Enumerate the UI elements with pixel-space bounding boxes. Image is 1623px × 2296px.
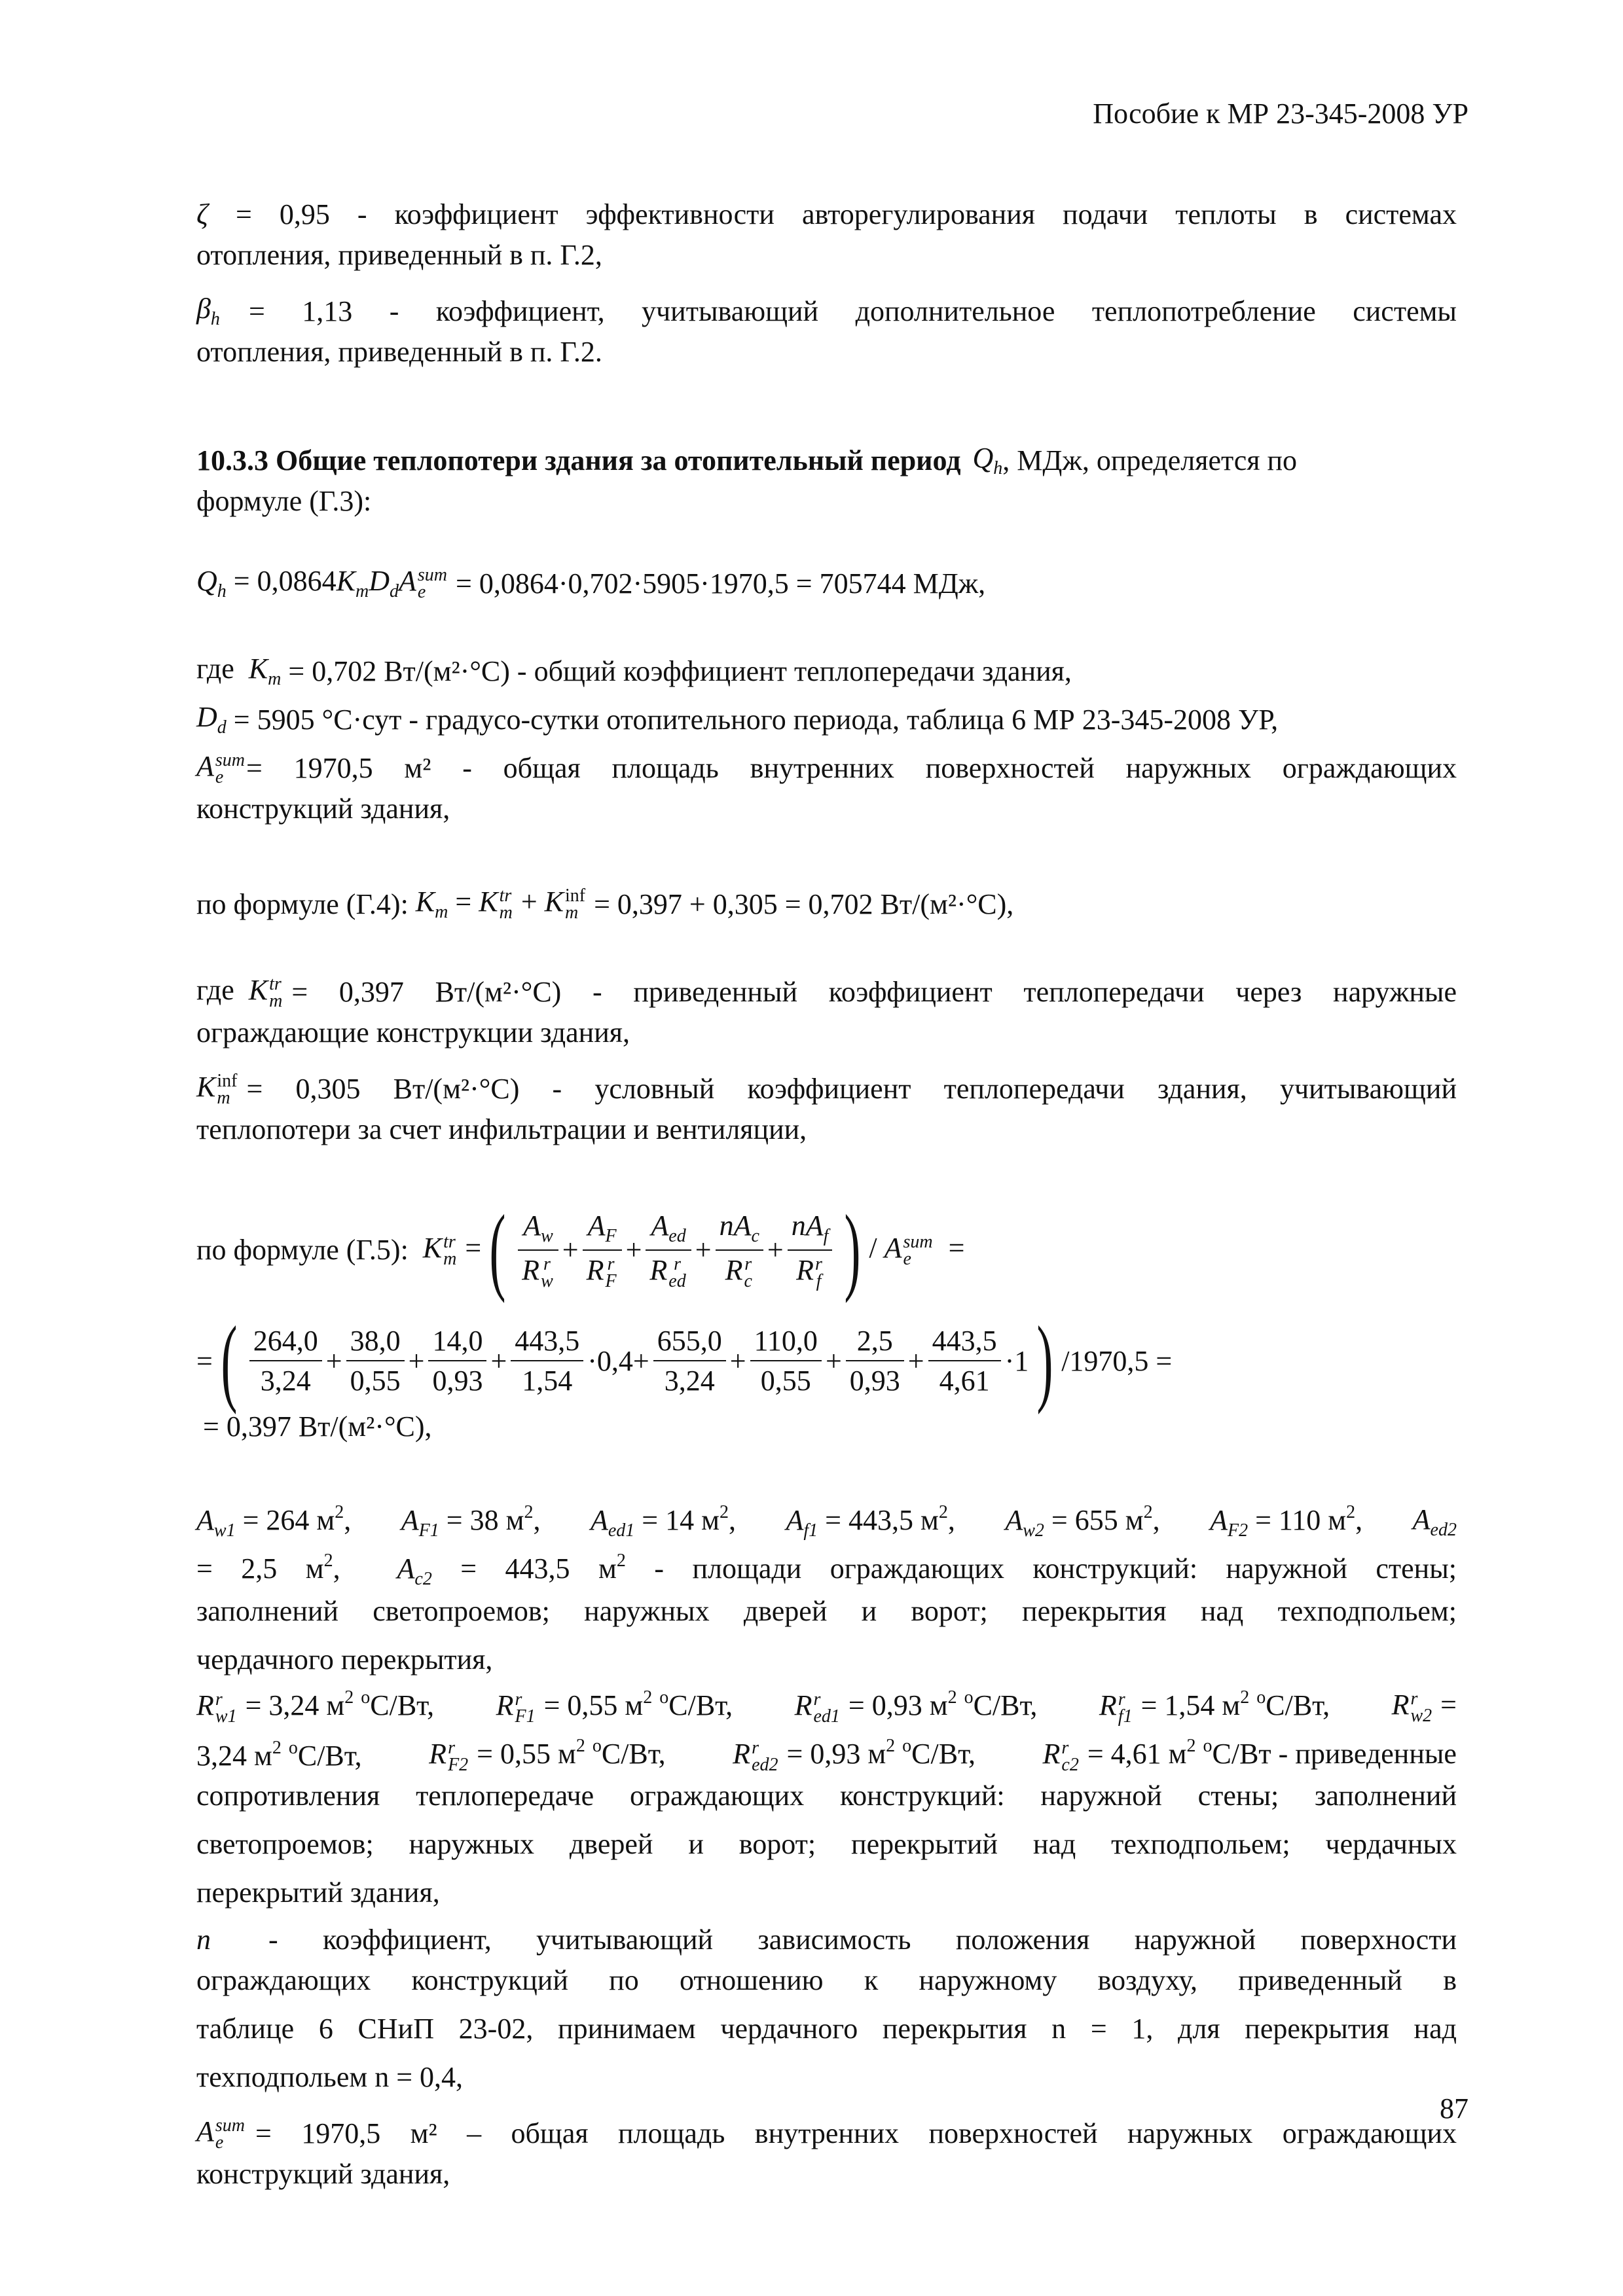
- text-line: по формуле (Г.4):: [196, 888, 409, 920]
- formula-tail: /1970,5 =: [1061, 1344, 1173, 1377]
- text-line: техподпольем n = 0,4,: [196, 2061, 464, 2093]
- dd-line: $D_d$ = 5905 °С·сут - градусо-сутки отопительного периода, таблица 6 МР 23-345-2008 УР,: [196, 701, 1279, 738]
- zeta-line: [196, 190, 1457, 238]
- text-line: светопроемов; наружных дверей и ворот; перекрытий над техподпольем; чердачных: [196, 1828, 1457, 1860]
- km-line: где $K_m$ = 0,702 Вт/(м²·°С) - общий коэффициент теплопередачи здания,: [196, 653, 1072, 689]
- beta-line: [196, 287, 1457, 335]
- page-header: Пособие к МР 23-345-2008 УР: [1093, 98, 1468, 130]
- formula-rhs: = 0,397 + 0,305 = 0,702 Вт/(м²·°С),: [594, 888, 1014, 920]
- n-line: n - коэффициент, учитывающий зависимость положения наружной поверхности: [196, 1923, 1457, 1956]
- text-line: ограждающих конструкций по отношению к наружному воздуху, приведенный в: [196, 1964, 1457, 1996]
- asum-line: A sum e = 1970,5 м² – общая площадь внутренних поверхностей наружных ограждающих: [196, 2115, 1457, 2153]
- text-line: отопления, приведенный в п. Г.2.: [196, 336, 602, 368]
- beta-symbol: $\beta_h$: [196, 293, 220, 329]
- text-line: = 1970,5 м² – общая площадь внутренних поверхностей наружных ограждающих: [255, 2117, 1457, 2149]
- text-line: = 1,13 - коэффициент, учитывающий дополнительное теплопотребление системы: [249, 295, 1457, 327]
- text-line: = 0,702 Вт/(м²·°С) - общий коэффициент теплопередачи здания,: [288, 655, 1072, 687]
- zeta-symbol: ζ: [196, 198, 208, 230]
- page-number: 87: [1440, 2092, 1468, 2125]
- text-line: = 5905 °С·сут - градусо-сутки отопительного периода, таблица 6 МР 23-345-2008 УР,: [233, 703, 1279, 736]
- section-heading: 10.3.3 Общие теплопотери здания за отопительный период $Q_h$ , МДж, определяется по: [196, 442, 1298, 478]
- resistances-line-2: 3,24 $м^2$ $^о$С/Вт, R r F2 = 0,55 $м^2$ $^о$С/Вт, R r ed2 = 0,93 $м^2$ $^о$С/Вт, R r c2 = 4,61 $м^2$ $^о$С/Вт - приведенные: [196, 1736, 1457, 1775]
- text-line: конструкций здания,: [196, 793, 450, 825]
- text-line: = 1970,5 м² - общая площадь внутренних поверхностей наружных ограждающих: [246, 751, 1457, 784]
- areas-line: $A_{w1} = 264$ $м^2$, $A_{F1} = 38$ $м^2$, $A_{ed1} = 14$ $м^2$, $A_{f1} = 443,5$ $м^2$, $A_{w2} = 655$ $м^2$, $A_{F2} = 110$ $м^2$, $A_{ed2}$: [196, 1502, 1457, 1541]
- formula-result: = 0,397 Вт/(м²·°С),: [203, 1410, 432, 1443]
- formula-rhs: = 0,0864·0,702·5905·1970,5 = 705744 МДж,: [456, 567, 986, 600]
- text-line: = 0,95 - коэффициент эффективности авторегулирования подачи теплоты в системах: [236, 198, 1457, 230]
- text-line: теплопотери за счет инфильтрации и вентиляции,: [196, 1113, 807, 1145]
- text-line: конструкций здания,: [196, 2158, 450, 2190]
- formula-g4: по формуле (Г.4): $K_m = K$ tr m + K inf m = 0,397 + 0,305 = 0,702 Вт/(м²·°С),: [196, 885, 1014, 923]
- text-line: = 0,397 Вт/(м²·°С) - приведенный коэффициент теплопередачи через наружные: [291, 975, 1457, 1008]
- formula-g3: [196, 559, 1457, 607]
- text-line: таблице 6 СНиП 23-02, принимаем чердачного перекрытия n = 1, для перекрытия над: [196, 2013, 1457, 2045]
- text-line: = 0,305 Вт/(м²·°С) - условный коэффициент теплопередачи здания, учитывающий: [246, 1072, 1457, 1105]
- text-line: перекрытий здания,: [196, 1876, 440, 1909]
- text-line: формуле (Г.3):: [196, 485, 372, 517]
- text-line: ограждающие конструкции здания,: [196, 1016, 630, 1049]
- section-title: 10.3.3 Общие теплопотери здания за отопительный период: [196, 444, 961, 476]
- resistances-line: R r w1 = 3,24 $м^2$ $^о$С/Вт, R r F1 = 0,55 $м^2$ $^о$С/Вт, R r ed1 = 0,93 $м^2$ $^о$С/Вт, R r f1 = 1,54 $м^2$ $^о$С/Вт, R r w2 =: [196, 1687, 1457, 1727]
- formula-g5-values: = ( $\frac{264,0}{3,24}$ + $\frac{38,0}{0,55}$ + $\frac{14,0}{0,93}$ + $\frac{443,5}{1,54}$ ·0,4+ $\frac{655,0}{3,24}$ + $\frac{110,0}{0,55}$ + $\frac{2,5}{0,93}$ + $\frac{443,5}{4,61}$ ·1 ) /1970,5 =: [196, 1306, 1173, 1415]
- ktr-line: где K tr m = 0,397 Вт/(м²·°С) - приведенный коэффициент теплопередачи через наружные: [196, 973, 1457, 1011]
- areas-line-2: = 2,5 $м^2$, $A_{c2} = 443,5$ $м^2$ - площади ограждающих конструкций: наружной стены;: [196, 1551, 1457, 1589]
- text-line: заполнений светопроемов; наружных дверей и ворот; перекрытия над техподпольем;: [196, 1595, 1457, 1627]
- text-line: - коэффициент, учитывающий зависимость положения наружной поверхности: [268, 1923, 1457, 1956]
- page-content: [196, 190, 1457, 2206]
- formula-g5: по формуле (Г.5): K tr m = ( $A_w$ R r w + $A_F$ R r F + $A_{ed}$ R r ed + $nA_c$ R r c + $nA_f$ R r f ) / A sum e =: [196, 1195, 965, 1304]
- formula-lhs: $Q_h = 0,0864K_mD_dA$ sum e: [196, 564, 447, 602]
- ae-line: A sum e = 1970,5 м² - общая площадь внутренних поверхностей наружных ограждающих: [196, 749, 1457, 787]
- text-line: по формуле (Г.5):: [196, 1233, 409, 1266]
- text-line: , МДж, определяется по: [1002, 444, 1298, 476]
- text-line: отопления, приведенный в п. Г.2,: [196, 239, 602, 271]
- text-line: сопротивления теплопередаче ограждающих конструкций: наружной стены; заполнений: [196, 1780, 1457, 1812]
- kinf-line: K inf m = 0,305 Вт/(м²·°С) - условный коэффициент теплопередачи здания, учитывающий: [196, 1070, 1457, 1108]
- text-line: чердачного перекрытия,: [196, 1643, 493, 1676]
